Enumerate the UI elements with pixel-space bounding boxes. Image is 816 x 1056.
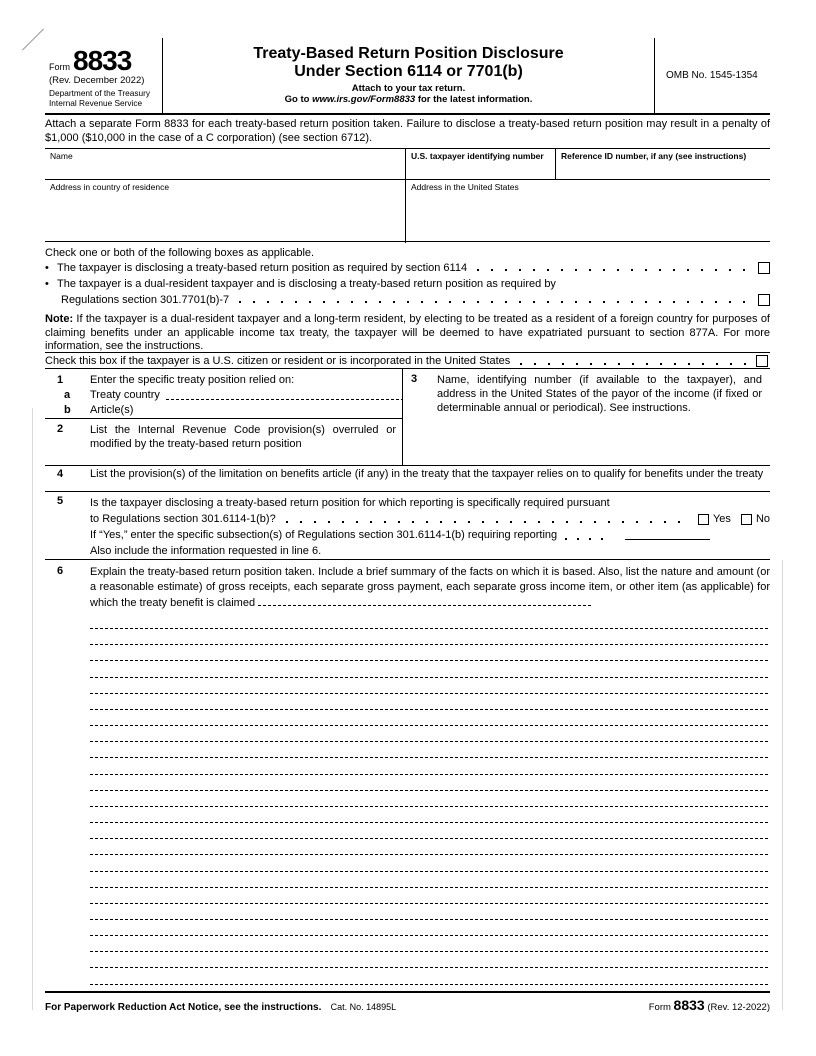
ruled-line[interactable] (90, 904, 770, 920)
yes-checkbox[interactable] (698, 514, 709, 525)
answer-lines[interactable] (90, 613, 770, 985)
form-title-block (163, 38, 655, 113)
line-3-number: 3 (411, 373, 418, 385)
reference-id-field[interactable] (555, 149, 770, 179)
line-5-also-row (90, 543, 770, 559)
treaty-country-blank[interactable] (166, 399, 402, 400)
line-1-number: 1 (57, 374, 64, 386)
agency-line1: Department of the Treasury (49, 88, 150, 98)
form-id-block (45, 38, 163, 113)
line-5-subsection-text: If “Yes,” enter the specific subsection(s) of Regulations section 301.6114-1(b) requiring reporting (90, 529, 558, 541)
note-text: If the taxpayer is a dual-resident taxpayer and a long-term resident, by electing to be treated as a resident of a foreign country for purposes of claiming benefits under an applicable income tax treaty, the taxpayer will be deemed to have expatriated pursuant to section 877A. For more information, see the instructions. (45, 313, 770, 352)
form-title-line1: Treaty-Based Return Position Disclosure (253, 45, 564, 62)
line-1b-letter: b (64, 404, 71, 416)
citizen-check-row (45, 352, 770, 368)
tin-label: U.S. taxpayer identifying number (411, 151, 544, 161)
form-header (45, 38, 770, 115)
line-4-block[interactable] (45, 466, 770, 492)
ruled-line[interactable] (90, 855, 770, 871)
ruled-line[interactable] (90, 839, 770, 855)
ruled-line[interactable] (90, 694, 770, 710)
dual-resident-label-line1: The taxpayer is a dual-resident taxpayer and is disclosing a treaty-based return position as required by (57, 278, 556, 290)
address-us-field[interactable] (405, 179, 770, 243)
lines-1-2-column (45, 369, 403, 465)
ruled-line[interactable] (90, 888, 770, 904)
address-us-label: Address in the United States (411, 182, 519, 192)
line-3-text: Name, identifying number (if available to the taxpayer), and address in the United States of the payor of the income (if fixed or determinable annual or periodical). See instructions. (437, 374, 762, 414)
line-5-number: 5 (57, 495, 64, 507)
tin-field[interactable] (405, 149, 555, 179)
line-5-block (45, 492, 770, 560)
yes-label: Yes (712, 513, 731, 525)
line-2-number: 2 (57, 423, 64, 435)
goto-prefix: Go to (284, 94, 313, 105)
dual-resident-label-line2: Regulations section 301.7701(b)-7 (61, 294, 230, 306)
goto-suffix: for the latest information. (415, 94, 533, 105)
line-1a-label: Treaty country (90, 389, 160, 401)
form-word: Form (49, 62, 70, 72)
catalog-number: Cat. No. 14895L (330, 1002, 397, 1012)
form-revision: (Rev. December 2022) (49, 75, 145, 86)
dot-leader (520, 363, 746, 365)
form-number: 8833 (73, 45, 132, 76)
paperwork-notice: For Paperwork Reduction Act Notice, see the instructions. (45, 1002, 322, 1013)
dual-resident-row-line1 (45, 277, 770, 291)
bullet-icon: • (45, 278, 49, 290)
line-1-text: Enter the specific treaty position relied on: (90, 374, 295, 386)
no-label: No (755, 513, 770, 525)
ruled-line[interactable] (90, 936, 770, 952)
footer-form-number: 8833 (673, 997, 705, 1013)
ruled-line[interactable] (90, 710, 770, 726)
bullet-icon: • (45, 262, 49, 274)
scan-edge-right (782, 560, 783, 1010)
dot-leader (239, 301, 748, 303)
dual-resident-row-line2 (45, 293, 770, 307)
form-footer (45, 991, 770, 1013)
line-1a-letter: a (64, 389, 71, 401)
dot-leader (286, 521, 688, 523)
section-6114-label: The taxpayer is disclosing a treaty-based return position as required by section 6114 (57, 262, 468, 274)
line-6-block (45, 560, 770, 613)
footer-revision: (Rev. 12-2022) (704, 1002, 771, 1013)
ruled-line[interactable] (90, 807, 770, 823)
ruled-line[interactable] (90, 645, 770, 661)
name-label: Name (50, 151, 73, 161)
address-residence-label: Address in country of residence (50, 182, 170, 192)
line-6-number: 6 (57, 565, 64, 577)
line-2-text: List the Internal Revenue Code provision(s) overruled or modified by the treaty-based return position (90, 424, 396, 450)
line-5-question-line1 (90, 495, 770, 511)
dual-resident-checkbox[interactable] (758, 294, 770, 306)
ruled-line[interactable] (90, 952, 770, 968)
line-5-q2-text: to Regulations section 301.6114-1(b)? (90, 513, 276, 525)
ruled-line[interactable] (90, 920, 770, 936)
attach-instruction: Attach to your tax return. (351, 83, 466, 94)
section-6114-checkbox[interactable] (758, 262, 770, 274)
line-5-question-line2 (90, 511, 770, 527)
line-6-text: Explain the treaty-based return position taken. Include a brief summary of the facts on which it is based. Also, list the nature and amount (or a reasonable estimate) of gross receipts, each separate gross payment, each separate gross income item, or other item (as applicable) for which the treaty benefit is claimed (90, 566, 770, 609)
line-5-q1-text: Is the taxpayer disclosing a treaty-based return position for which reporting is specifically required pursuant (90, 497, 610, 509)
ruled-line[interactable] (90, 872, 770, 888)
scan-edge-left (32, 408, 33, 1010)
line-4-number: 4 (57, 468, 64, 480)
line-5-subsection-row (90, 527, 770, 543)
ruled-line[interactable] (90, 968, 770, 984)
ruled-line[interactable] (90, 726, 770, 742)
explanation-blank-start[interactable] (258, 595, 591, 606)
omb-number: OMB No. 1545-1354 (666, 70, 758, 81)
form-title-line2: Under Section 6114 or 7701(b) (294, 63, 523, 80)
ruled-line[interactable] (90, 742, 770, 758)
ruled-line[interactable] (90, 791, 770, 807)
ruled-line[interactable] (90, 775, 770, 791)
line-4-text: List the provision(s) of the limitation on benefits article (if any) in the treaty that the taxpayer relies on to qualify for benefits under the treaty (90, 468, 764, 480)
intro-paragraph: Attach a separate Form 8833 for each treaty-based return position taken. Failure to disclose a treaty-based return position may result in a penalty of $1,000 ($10,000 in the case of a C corporation) (see section 6712). (45, 118, 770, 144)
identity-table (45, 148, 770, 242)
dot-leader (477, 269, 748, 271)
ruled-line[interactable] (90, 678, 770, 694)
applicability-section (45, 242, 770, 310)
lines-1-3-table (45, 368, 770, 466)
page-corner-mark (22, 29, 44, 51)
line-1b-label: Article(s) (90, 404, 134, 416)
goto-instruction (163, 94, 654, 105)
omb-box (655, 38, 770, 113)
line-2-block[interactable] (45, 419, 402, 451)
irs-url[interactable]: www.irs.gov/Form8833 (312, 94, 416, 105)
applicability-intro: Check one or both of the following boxes as applicable. (45, 247, 315, 259)
ruled-line[interactable] (90, 661, 770, 677)
address-residence-field[interactable] (45, 179, 405, 243)
ruled-line[interactable] (90, 613, 770, 629)
ruled-line[interactable] (90, 629, 770, 645)
dot-leader (565, 538, 611, 540)
line-5-also-text: Also include the information requested in line 6. (90, 545, 322, 557)
citizen-check-label: Check this box if the taxpayer is a U.S. citizen or resident or is incorporated in the United States (45, 354, 511, 367)
section-6114-row (45, 261, 770, 275)
name-field[interactable] (45, 149, 405, 179)
ruled-line[interactable] (90, 823, 770, 839)
note-paragraph (45, 310, 770, 352)
footer-form-word: Form (648, 1002, 674, 1013)
subsection-blank[interactable] (625, 527, 710, 540)
line-3-block[interactable] (403, 369, 770, 465)
citizen-checkbox[interactable] (756, 355, 768, 367)
no-checkbox[interactable] (741, 514, 752, 525)
footer-form-id (550, 997, 770, 1013)
note-label: Note: (45, 313, 74, 325)
ruled-line[interactable] (90, 758, 770, 774)
form-8833-page (45, 38, 770, 1013)
reference-id-label: Reference ID number, if any (see instructions) (561, 151, 747, 161)
agency-line2: Internal Revenue Service (49, 97, 143, 108)
line-1-block (45, 369, 402, 419)
